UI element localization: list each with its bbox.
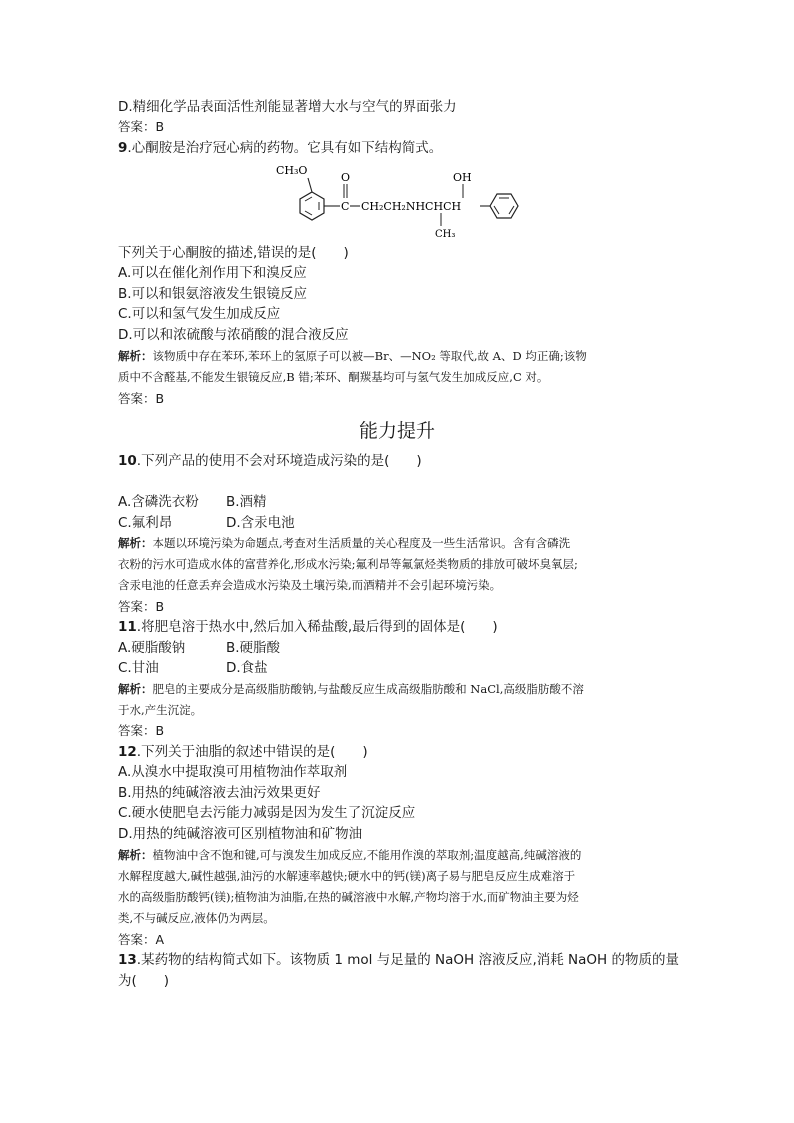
q12-stem xyxy=(118,742,368,762)
explanation-line: 含汞电池的任意丢弃会造成水污染及土壤污染,而酒精并不会引起环境污染。 xyxy=(118,578,502,592)
q9-structure-formula xyxy=(270,158,530,240)
ring-left-inner-bond xyxy=(305,211,312,215)
q10-options-row-2 xyxy=(118,513,295,533)
hydroxyl-label: OH xyxy=(453,171,472,184)
methyl-label: CH₃ xyxy=(435,229,456,240)
explanation-line: 衣粉的污水可造成水体的富营养化,形成水污染;氟利昂等氟氯烃类物质的排放可破坏臭氧层; xyxy=(118,557,578,571)
q8-option-d: D.精细化学品表面活性剂能显著增大水与空气的界面张力 xyxy=(118,99,457,115)
q9-answer: 答案：B xyxy=(118,391,165,406)
explanation-line: 于水,产生沉淀。 xyxy=(118,703,203,717)
section-title: 能力提升 xyxy=(358,420,435,442)
q10-number: 10 xyxy=(118,453,137,469)
q11-answer: 答案：B xyxy=(118,723,165,738)
q9-option-c: C.可以和氢气发生加成反应 xyxy=(118,306,281,322)
q11-explanation xyxy=(118,679,678,721)
explanation-line: 类,不与碱反应,液体仍为两层。 xyxy=(118,911,275,925)
ring-left-inner-bond xyxy=(305,197,312,201)
q10-stem-text: .下列产品的使用不会对环境造成污染的是( ) xyxy=(136,453,422,469)
explanation-line: 水解程度越大,碱性越强,油污的水解速率越快;硬水中的钙(镁)离子易与肥皂反应生成难溶于 xyxy=(118,869,576,883)
explanation-label: 解析： xyxy=(118,682,153,696)
q8-answer: 答案：B xyxy=(118,119,165,134)
q12-stem-text: .下列关于油脂的叙述中错误的是( ) xyxy=(136,744,368,760)
q13-number: 13 xyxy=(118,952,137,968)
q10-option-b: B.酒精 xyxy=(226,494,267,510)
explanation-label: 解析： xyxy=(118,349,153,363)
q9-option-a: A.可以在催化剂作用下和溴反应 xyxy=(118,265,307,281)
explanation-label: 解析： xyxy=(118,536,153,550)
explanation-line: 水的高级脂肪酸钙(镁);植物油为油脂,在热的碱溶液中水解,产物均溶于水,而矿物油主要为烃 xyxy=(118,890,579,904)
q9-stem-text: .心酮胺是治疗冠心病的药物。它具有如下结构简式。 xyxy=(127,140,443,156)
q9-explanation xyxy=(118,346,678,388)
q11-stem xyxy=(118,617,498,637)
q11-options-row-2 xyxy=(118,658,268,678)
q11-option-a: A.硬脂酸钠 xyxy=(118,640,186,656)
ring-right-inner-bond xyxy=(494,206,499,214)
q12-explanation xyxy=(118,845,678,929)
explanation-line: 植物油中含不饱和键,可与溴发生加成反应,不能用作溴的萃取剂;温度越高,纯碱溶液的 xyxy=(152,848,582,862)
q11-number: 11 xyxy=(118,619,137,635)
q11-option-c: C.甘油 xyxy=(118,660,159,676)
explanation-line: 肥皂的主要成分是高级脂肪酸钠,与盐酸反应生成高级脂肪酸和 NaCl,高级脂肪酸不溶 xyxy=(152,682,584,696)
methoxy-bond xyxy=(308,178,312,192)
explanation-line: 该物质中存在苯环,苯环上的氢原子可以被—Br、—NO₂ 等取代,故 A、D 均正确;该物 xyxy=(152,349,587,363)
carbonyl-carbon-label: C xyxy=(341,200,350,213)
q12-option-c: C.硬水使肥皂去污能力减弱是因为发生了沉淀反应 xyxy=(118,805,416,821)
benzene-ring-left xyxy=(300,192,324,220)
explanation-label: 解析： xyxy=(118,848,153,862)
side-chain-label: CH₂CH₂NHCHCH xyxy=(361,200,462,213)
explanation-line: 本题以环境污染为命题点,考查对生活质量的关心程度及一些生活常识。含有含磷洗 xyxy=(152,536,571,550)
q13-stem-text: .某药物的结构简式如下。该物质 1 mol 与足量的 NaOH 溶液反应,消耗 NaOH 的物质的量 xyxy=(136,952,679,968)
q11-stem-text: .将肥皂溶于热水中,然后加入稀盐酸,最后得到的固体是( ) xyxy=(136,619,498,635)
q10-option-d: D.含汞电池 xyxy=(226,515,295,531)
q10-answer: 答案：B xyxy=(118,599,165,614)
q9-option-d: D.可以和浓硫酸与浓硝酸的混合液反应 xyxy=(118,327,349,343)
q10-option-a: A.含磷洗衣粉 xyxy=(118,494,199,510)
q12-option-b: B.用热的纯碱溶液去油污效果更好 xyxy=(118,785,321,801)
q10-options-row-1 xyxy=(118,492,267,512)
q11-options-row-1 xyxy=(118,638,280,658)
q10-option-c: C.氟利昂 xyxy=(118,515,173,531)
q9-question: 下列关于心酮胺的描述,错误的是( ) xyxy=(118,245,349,261)
q9-option-b: B.可以和银氨溶液发生银镜反应 xyxy=(118,286,308,302)
q9-number: 9 xyxy=(118,140,128,156)
q11-option-d: D.食盐 xyxy=(226,660,268,676)
methoxy-label: CH₃O xyxy=(276,164,308,177)
q10-explanation xyxy=(118,533,678,596)
q12-number: 12 xyxy=(118,744,137,760)
q12-option-a: A.从溴水中提取溴可用植物油作萃取剂 xyxy=(118,764,348,780)
q13-stem-line-2: 为( ) xyxy=(118,973,170,989)
q13-stem xyxy=(118,950,679,970)
q9-stem xyxy=(118,138,442,158)
explanation-line: 质中不含醛基,不能发生银镜反应,B 错;苯环、酮羰基均可与氢气发生加成反应,C 对。 xyxy=(118,370,549,384)
q12-option-d: D.用热的纯碱溶液可区别植物油和矿物油 xyxy=(118,826,363,842)
q11-option-b: B.硬脂酸 xyxy=(226,640,281,656)
carbonyl-oxygen-label: O xyxy=(341,171,351,184)
ring-right-inner-bond xyxy=(509,206,514,214)
q12-answer: 答案：A xyxy=(118,932,165,947)
q10-stem xyxy=(118,451,422,471)
